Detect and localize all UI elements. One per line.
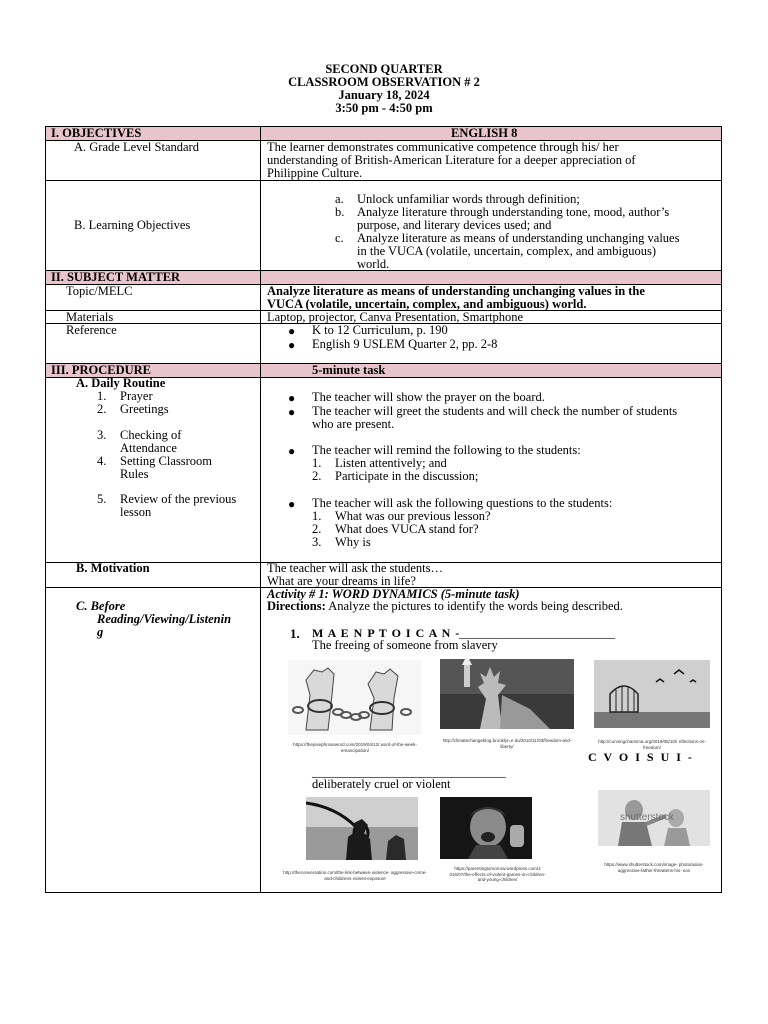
bullet-icon: ● — [288, 324, 296, 338]
bullet-icon: ● — [288, 338, 296, 352]
remind-item-1: Listen attentively; and — [335, 456, 447, 470]
doc-header-time: 3:50 pm - 4:50 pm — [335, 101, 433, 115]
routine-bullet-1: The teacher will show the prayer on the board. — [312, 390, 545, 404]
routine-item-2: Greetings — [120, 402, 169, 416]
bullet-icon: ● — [288, 444, 296, 458]
routine-item-5-1: Review of the previous — [120, 492, 237, 506]
ask-item-3: Why is — [335, 535, 371, 549]
grade-level-line-2: understanding of British-American Literature for a deeper appreciation of — [267, 153, 636, 167]
image-source-url[interactable]: https://parentingtomorrow.wordpress.com/2 016/07/the-effects-of-violent-games-on-children- and-young-children/ — [449, 866, 546, 882]
routine-num-2: 2. — [97, 402, 107, 416]
learning-obj-c-2: in the VUCA (volatile, uncertain, complex, and ambiguous) — [357, 244, 657, 258]
grade-level-line-3: Philippine Culture. — [267, 166, 363, 180]
directions-label: Directions: — [267, 599, 326, 613]
directions-line — [267, 600, 623, 613]
shutterstock-watermark: shutterstock — [620, 812, 674, 823]
bullet-icon: ● — [288, 391, 296, 405]
bullet-icon: ● — [288, 497, 296, 511]
learning-obj-c-1: Analyze literature as means of understanding unchanging values — [357, 231, 680, 245]
motivation-line-2: What are your dreams in life? — [267, 574, 416, 588]
routine-bullet-2-2: who are present. — [312, 417, 395, 431]
angry-child-image — [440, 797, 532, 859]
ask-num-3: 3. — [312, 535, 322, 549]
routine-num-4: 4. — [97, 454, 107, 468]
learning-obj-a: Unlock unfamiliar words through definition; — [357, 192, 580, 206]
doc-header-date: January 18, 2024 — [338, 88, 430, 102]
ask-item-1: What was our previous lesson? — [335, 509, 491, 523]
materials-text: Laptop, projector, Canva Presentation, Smartphone — [267, 310, 524, 324]
bullet-icon: ● — [288, 405, 296, 419]
learning-obj-b-1: Analyze literature through understanding tone, mood, author’s — [357, 205, 670, 219]
procedure-task: 5-minute task — [312, 363, 386, 377]
learning-obj-marker-a: a. — [335, 192, 344, 206]
item2-scrambled-word: C V O I S U I - — [588, 750, 694, 764]
topic-line-1: Analyze literature as means of understanding unchanging values in the — [267, 284, 645, 298]
routine-bullet-2-1: The teacher will greet the students and will check the number of students — [312, 404, 678, 418]
item1-answer-blank[interactable]: _________________________ — [459, 626, 616, 640]
ask-num-1: 1. — [312, 509, 322, 523]
routine-item-4-1: Setting Classroom — [120, 454, 213, 468]
procedure-heading: III. PROCEDURE — [51, 363, 152, 377]
item2-clue: deliberately cruel or violent — [312, 777, 451, 791]
motivation-line-1: The teacher will ask the students… — [267, 561, 443, 575]
learning-objectives-label: B. Learning Objectives — [74, 218, 191, 232]
reference-item-1: K to 12 Curriculum, p. 190 — [312, 323, 448, 337]
routine-item-3-1: Checking of — [120, 428, 182, 442]
aggressive-father-image — [598, 790, 710, 846]
item1-number: 1. — [290, 626, 300, 641]
routine-item-4-2: Rules — [120, 467, 149, 481]
violence-silhouette-image — [306, 797, 418, 860]
learning-obj-marker-c: c. — [335, 231, 344, 245]
remind-num-1: 1. — [312, 456, 322, 470]
image-source-url[interactable]: https://www.shutterstock.com/image- photo/asian-aggressive-father-threatens-his- son — [604, 862, 704, 873]
grade-level-label: A. Grade Level Standard — [74, 140, 199, 154]
doc-header-quarter: SECOND QUARTER — [325, 62, 443, 76]
statue-of-liberty-image — [440, 659, 574, 729]
remind-num-2: 2. — [312, 469, 322, 483]
subject-matter-heading: II. SUBJECT MATTER — [51, 270, 181, 284]
daily-routine-label: A. Daily Routine — [76, 376, 166, 390]
routine-num-3: 3. — [97, 428, 107, 442]
learning-obj-c-3: world. — [357, 257, 390, 271]
routine-item-3-2: Attendance — [120, 441, 177, 455]
remind-item-2: Participate in the discussion; — [335, 469, 479, 483]
before-label-3: g — [97, 625, 104, 639]
objectives-heading: I. OBJECTIVES — [51, 126, 142, 140]
image-source-url[interactable]: https://thejosephroseword.com/2019/04/12/ word-of-the-week-emancipation/ — [293, 742, 417, 753]
activity-title: Activity # 1: WORD DYNAMICS (5-minute task) — [267, 587, 520, 601]
routine-num-5: 5. — [97, 492, 107, 506]
reference-label: Reference — [66, 323, 117, 337]
grade-level-line-1: The learner demonstrates communicative competence through his/ her — [267, 140, 619, 154]
directions-text: Analyze the pictures to identify the words being described. — [325, 599, 623, 613]
ask-num-2: 2. — [312, 522, 322, 536]
image-source-url[interactable]: http://climatechangeblog.brooklyn.e du/2010/11/03/freedom-and-liberty/ — [442, 738, 572, 749]
learning-obj-b-2: purpose, and literary devices used; and — [357, 218, 552, 232]
before-label-1: C. Before — [76, 599, 126, 613]
routine-bullet-3: The teacher will remind the following to the students: — [312, 443, 581, 457]
motivation-label: B. Motivation — [76, 561, 150, 575]
image-source-url[interactable]: http://cunningcharisma.org/2019/05/10/r eflections-on-freedom/ — [598, 739, 706, 750]
objectives-band — [46, 126, 721, 140]
routine-item-5-2: lesson — [120, 505, 152, 519]
item2-answer-blank[interactable]: _______________________________ — [312, 765, 506, 779]
routine-item-1: Prayer — [120, 389, 153, 403]
routine-num-1: 1. — [97, 389, 107, 403]
item1-scrambled-word: M A E N P T O I C A N - — [312, 626, 461, 640]
topic-label: Topic/MELC — [66, 284, 133, 298]
item1-clue: The freeing of someone from slavery — [312, 638, 498, 652]
before-label-2: Reading/Viewing/Listenin — [97, 612, 232, 626]
materials-label: Materials — [66, 310, 114, 324]
doc-header-observation: CLASSROOM OBSERVATION # 2 — [288, 75, 480, 89]
topic-line-2: VUCA (volatile, uncertain, complex, and ambiguous) world. — [267, 297, 587, 311]
subject-title: ENGLISH 8 — [451, 126, 518, 140]
ask-item-2: What does VUCA stand for? — [335, 522, 479, 536]
image-source-url[interactable]: http://theconversation.com/the-link-between-violence- aggressive-crime-and-childrens-violent-exposure — [283, 870, 427, 881]
learning-obj-marker-b: b. — [335, 205, 345, 219]
routine-bullet-4: The teacher will ask the following questions to the students: — [312, 496, 613, 510]
reference-item-2: English 9 USLEM Quarter 2, pp. 2-8 — [312, 337, 498, 351]
broken-chains-image — [288, 660, 421, 735]
birdcage-image — [594, 660, 710, 728]
